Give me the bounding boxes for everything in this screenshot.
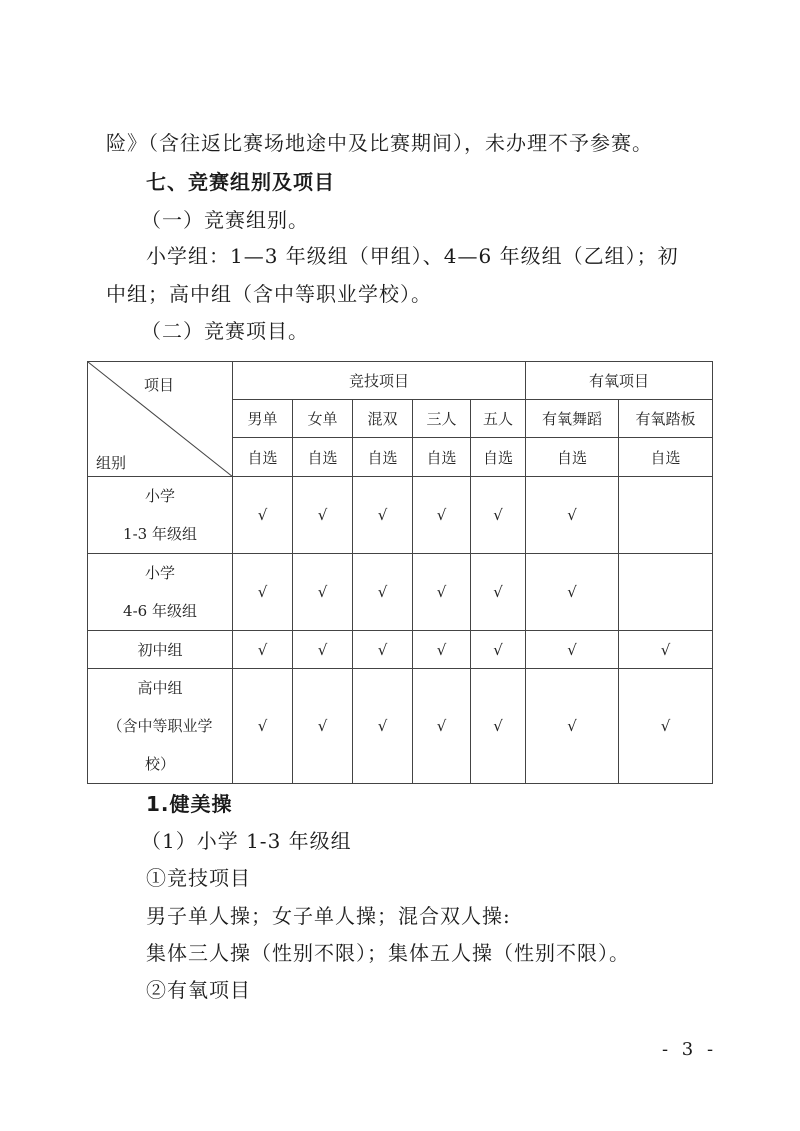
check-cell: √ (353, 631, 413, 669)
header-aerobic: 有氧项目 (526, 362, 713, 400)
page-number: - 3 - (662, 1039, 718, 1060)
item-aerobic: ②有氧项目 (146, 978, 251, 1002)
row-label-line: 4-6 年级组 (123, 602, 197, 620)
table-corner-cell (88, 362, 233, 477)
check-cell: √ (233, 477, 293, 554)
row-label-line: （含中等职业学 (107, 717, 213, 735)
row-label-line: 校） (144, 755, 175, 773)
check-cell: √ (293, 631, 353, 669)
check-cell (619, 477, 713, 554)
subheading-groups: （一）竞赛组别。 (141, 208, 309, 232)
check-cell: √ (471, 477, 526, 554)
check-cell: √ (413, 554, 471, 631)
check-cell: √ (471, 554, 526, 631)
table-row (88, 477, 713, 554)
check-cell: √ (233, 554, 293, 631)
event-header: 五人 (471, 400, 526, 438)
check-cell: √ (526, 631, 619, 669)
check-cell: √ (526, 669, 619, 784)
check-cell: √ (293, 554, 353, 631)
row-label-line: 小学 (144, 564, 175, 582)
row-label: 初中组 (88, 631, 233, 669)
mode-header: 自选 (619, 438, 713, 477)
header-competitive: 竞技项目 (233, 362, 526, 400)
event-header: 男单 (233, 400, 293, 438)
event-header: 女单 (293, 400, 353, 438)
table-row (88, 669, 713, 784)
mode-header: 自选 (413, 438, 471, 477)
mode-header: 自选 (353, 438, 413, 477)
item-competitive: ①竞技项目 (146, 866, 251, 890)
mode-header: 自选 (293, 438, 353, 477)
check-cell (619, 554, 713, 631)
check-cell: √ (413, 631, 471, 669)
corner-label-groups: 组别 (96, 454, 127, 472)
table-row (88, 554, 713, 631)
row-label-line: 小学 (144, 487, 175, 505)
mode-header: 自选 (471, 438, 526, 477)
event-header: 三人 (413, 400, 471, 438)
check-cell: √ (233, 669, 293, 784)
paragraph-groups-line2: 中组；高中组（含中等职业学校）。 (106, 282, 432, 306)
check-cell: √ (619, 669, 713, 784)
event-header: 混双 (353, 400, 413, 438)
row-label (88, 477, 233, 554)
competitive-events-line1: 男子单人操；女子单人操；混合双人操: (146, 904, 511, 928)
check-cell: √ (353, 554, 413, 631)
paragraph-groups-line1: 小学组：1—3 年级组（甲组）、4—6 年级组（乙组）；初 (146, 244, 679, 268)
paragraph-insurance: 险》（含往返比赛场地途中及比赛期间），未办理不予参赛。 (106, 131, 653, 155)
check-cell: √ (413, 477, 471, 554)
competitive-events-line2: 集体三人操（性别不限）；集体五人操（性别不限）。 (146, 941, 630, 965)
section-heading-7: 七、竞赛组别及项目 (146, 170, 335, 194)
check-cell: √ (293, 477, 353, 554)
check-cell: √ (413, 669, 471, 784)
mode-header: 自选 (233, 438, 293, 477)
row-label (88, 669, 233, 784)
check-cell: √ (526, 554, 619, 631)
section-title-aerobics: 1.健美操 (146, 792, 233, 816)
check-cell: √ (353, 477, 413, 554)
check-cell: √ (293, 669, 353, 784)
check-cell: √ (353, 669, 413, 784)
events-table (87, 361, 713, 784)
table-row (88, 631, 713, 669)
event-header: 有氧舞蹈 (526, 400, 619, 438)
subsection-grade-1-3: （1）小学 1-3 年级组 (141, 829, 352, 853)
row-label (88, 554, 233, 631)
row-label-line: 1-3 年级组 (123, 525, 197, 543)
event-header: 有氧踏板 (619, 400, 713, 438)
corner-label-events: 项目 (144, 376, 175, 394)
row-label-line: 高中组 (137, 679, 183, 697)
check-cell: √ (471, 669, 526, 784)
check-cell: √ (526, 477, 619, 554)
check-cell: √ (233, 631, 293, 669)
check-cell: √ (471, 631, 526, 669)
mode-header: 自选 (526, 438, 619, 477)
check-cell: √ (619, 631, 713, 669)
subheading-events: （二）竞赛项目。 (141, 319, 309, 343)
